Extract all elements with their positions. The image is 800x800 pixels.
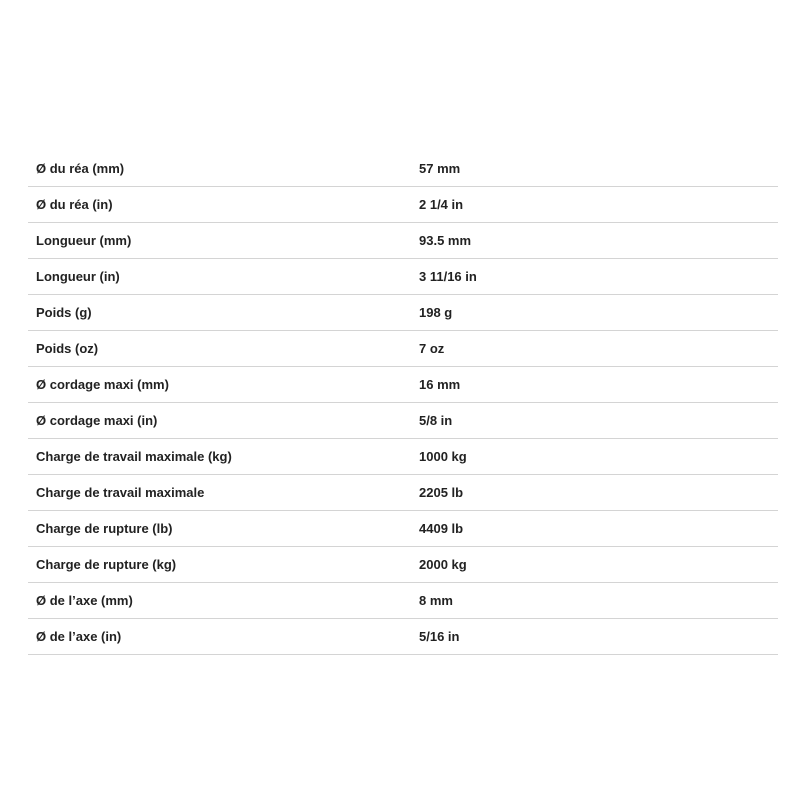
spec-label: Poids (g)	[36, 305, 92, 320]
spec-row	[28, 367, 778, 403]
spec-row	[28, 259, 778, 295]
spec-value: 2205 lb	[419, 485, 464, 500]
spec-table	[28, 151, 778, 655]
spec-value: 4409 lb	[419, 521, 464, 536]
spec-value: 57 mm	[419, 161, 461, 176]
spec-label: Longueur (mm)	[36, 233, 132, 248]
spec-label: Poids (oz)	[36, 341, 99, 356]
spec-label: Charge de travail maximale	[36, 485, 205, 500]
spec-value: 8 mm	[419, 593, 453, 608]
spec-row	[28, 619, 778, 655]
spec-value: 93.5 mm	[419, 233, 472, 248]
spec-value: 3 11/16 in	[419, 269, 477, 284]
spec-row	[28, 403, 778, 439]
spec-row	[28, 475, 778, 511]
spec-row	[28, 223, 778, 259]
spec-label: Longueur (in)	[36, 269, 120, 284]
spec-table-body	[28, 151, 778, 655]
spec-label: Ø cordage maxi (in)	[36, 413, 158, 428]
spec-value: 7 oz	[419, 341, 445, 356]
spec-row	[28, 511, 778, 547]
spec-label: Ø de l’axe (in)	[36, 629, 122, 644]
spec-value: 5/8 in	[419, 413, 453, 428]
spec-value: 2 1/4 in	[419, 197, 464, 212]
spec-row	[28, 547, 778, 583]
spec-label: Ø cordage maxi (mm)	[36, 377, 169, 392]
spec-label: Charge de travail maximale (kg)	[36, 449, 232, 464]
spec-value: 2000 kg	[419, 557, 467, 572]
spec-value: 198 g	[419, 305, 453, 320]
spec-label: Charge de rupture (lb)	[36, 521, 173, 536]
spec-row	[28, 151, 778, 187]
spec-row	[28, 583, 778, 619]
spec-label: Ø du réa (in)	[36, 197, 113, 212]
spec-value: 1000 kg	[419, 449, 467, 464]
spec-row	[28, 187, 778, 223]
spec-value: 16 mm	[419, 377, 461, 392]
spec-row	[28, 331, 778, 367]
spec-label: Ø de l’axe (mm)	[36, 593, 133, 608]
spec-value: 5/16 in	[419, 629, 460, 644]
spec-label: Charge de rupture (kg)	[36, 557, 177, 572]
spec-row	[28, 295, 778, 331]
spec-row	[28, 439, 778, 475]
spec-label: Ø du réa (mm)	[36, 161, 125, 176]
